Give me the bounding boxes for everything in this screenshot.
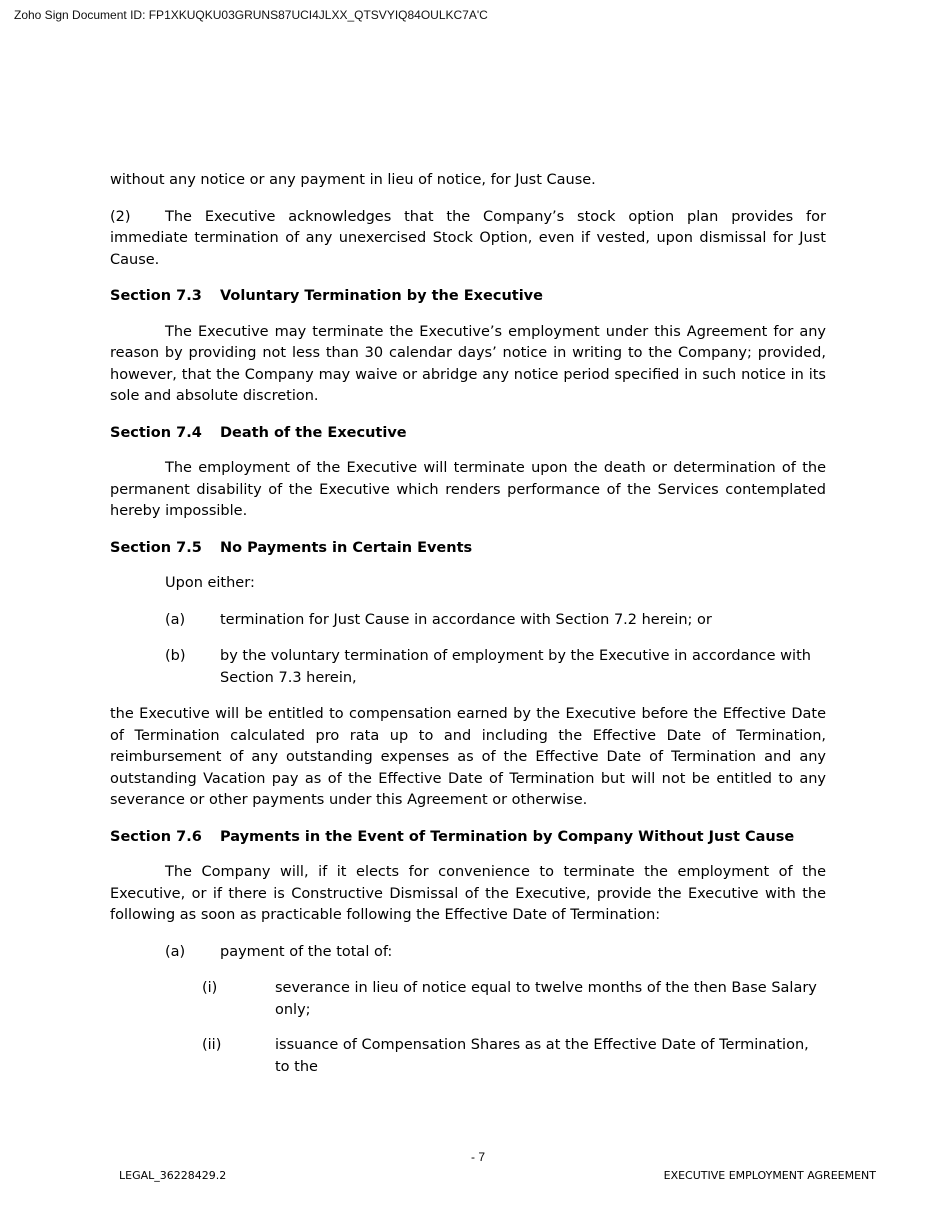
section-7-6-heading bbox=[110, 827, 826, 849]
list-text: termination for Just Cause in accordance with Section 7.2 herein; or bbox=[220, 611, 712, 628]
sub-text: issuance of Compensation Shares as at the Effective Date of Termination, to the bbox=[275, 1037, 809, 1075]
section-7-6-body: The Company will, if it elects for convenience to terminate the employment of the Executive, or if there is Constructive Dismissal of the Executive, provide the Executive with the following as soon as practicable following the Effective Date of Termination: bbox=[110, 864, 826, 923]
sub-label: (i) bbox=[202, 980, 218, 996]
section-7-3-heading bbox=[110, 286, 826, 308]
sub-label: (ii) bbox=[202, 1037, 222, 1053]
paragraph-2 bbox=[110, 207, 826, 272]
section-number: Section 7.4 bbox=[110, 424, 202, 441]
list-label: (b) bbox=[165, 648, 186, 664]
document-id: Zoho Sign Document ID: FP1XKUQKU03GRUNS87UCI4JLXX_QTSVYIQ84OULKC7A'C bbox=[14, 8, 488, 22]
section-number: Section 7.5 bbox=[110, 539, 202, 556]
section-7-5-closing: the Executive will be entitled to compensation earned by the Executive before the Effective Date of Termination calculated pro rata up to and including the Effective Date of Termination, reimbursement of any outstanding expenses as of the Effective Date of Termination and any outstanding Vacation pay as of the Effective Date of Termination but will not be entitled to any severance or other payments under this Agreement or otherwise. bbox=[110, 706, 826, 808]
footer-title: EXECUTIVE EMPLOYMENT AGREEMENT bbox=[663, 1169, 876, 1182]
sub-item-i bbox=[110, 978, 826, 1021]
section-number: Section 7.6 bbox=[110, 828, 202, 845]
paragraph-text: The Executive acknowledges that the Company’s stock option plan provides for immediate termination of any unexercised Stock Option, even if vested, upon dismissal for Just Cause. bbox=[110, 208, 826, 268]
sub-item-ii bbox=[110, 1035, 826, 1078]
list-label: (a) bbox=[165, 611, 186, 628]
section-title: No Payments in Certain Events bbox=[220, 539, 473, 556]
footer-reference: LEGAL_36228429.2 bbox=[119, 1169, 227, 1182]
sub-text: severance in lieu of notice equal to twelve months of the then Base Salary only; bbox=[275, 980, 817, 1018]
section-7-5-heading bbox=[110, 538, 826, 560]
section-title: Death of the Executive bbox=[220, 424, 407, 441]
page-number: - 7 bbox=[470, 1150, 485, 1164]
section-title: Voluntary Termination by the Executive bbox=[220, 288, 543, 304]
list-text: payment of the total of: bbox=[220, 943, 393, 960]
section-7-5-intro: Upon either: bbox=[165, 575, 255, 591]
section-number: Section 7.3 bbox=[110, 288, 202, 304]
document-body bbox=[110, 170, 826, 1092]
section-7-4-body: The employment of the Executive will terminate upon the death or determination of the permanent disability of the Executive which renders performance of the Services contemplated hereby impossible. bbox=[110, 460, 826, 519]
section-7-3-body: The Executive may terminate the Executive’s employment under this Agreement for any reason by providing not less than 30 calendar days’ notice in writing to the Company; provided, however, that the Company may waive or abridge any notice period specified in such notice in its sole and absolute discretion. bbox=[110, 323, 826, 404]
list-text: by the voluntary termination of employment by the Executive in accordance with Section 7.3 herein, bbox=[220, 648, 811, 686]
list-item-b bbox=[110, 646, 826, 689]
list-item-a bbox=[110, 610, 826, 632]
paragraph-continuation: without any notice or any payment in lieu of notice, for Just Cause. bbox=[110, 172, 596, 188]
section-title: Payments in the Event of Termination by Company Without Just Cause bbox=[220, 828, 795, 845]
paragraph-number: (2) bbox=[110, 208, 131, 225]
list-item-a bbox=[110, 942, 826, 964]
list-label: (a) bbox=[165, 943, 186, 960]
section-7-4-heading bbox=[110, 423, 826, 445]
